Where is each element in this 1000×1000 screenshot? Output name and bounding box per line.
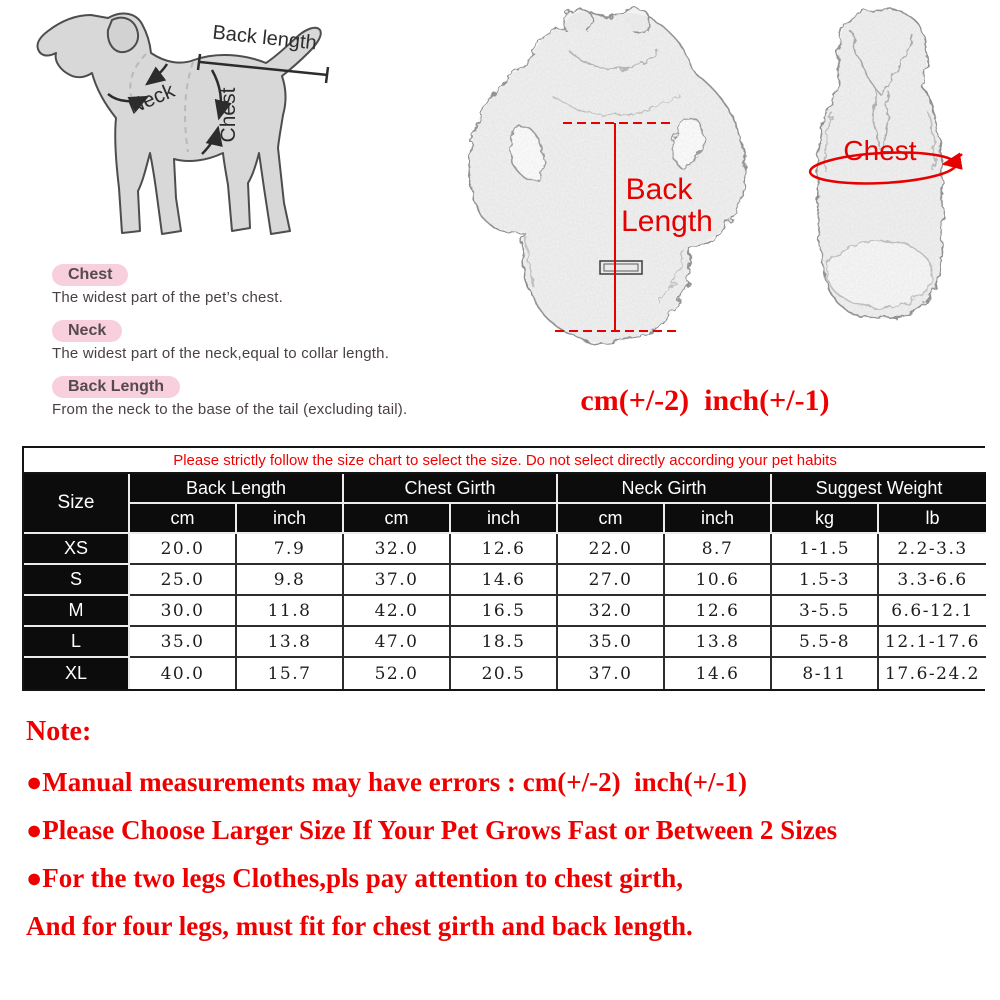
back-length-pill: Back Length — [52, 376, 180, 398]
table-cell: 16.5 — [451, 596, 558, 627]
table-row-xs — [24, 534, 986, 565]
tolerance-note: cm(+/-2) inch(+/-1) — [580, 384, 830, 417]
garment-back-view-photo — [455, 3, 755, 348]
table-cell: 20.5 — [451, 658, 558, 689]
size-cell: L — [24, 627, 130, 658]
table-cell: 1-1.5 — [772, 534, 879, 565]
table-warning: Please strictly follow the size chart to select the size. Do not select directly according your pet habits — [24, 448, 986, 474]
table-cell: 10.6 — [665, 565, 772, 596]
table-cell: 8.7 — [665, 534, 772, 565]
dog-measurement-diagram — [16, 2, 360, 260]
note-item: And for four legs, must fit for chest girth and back length. — [26, 911, 693, 941]
table-cell: 32.0 — [344, 534, 451, 565]
subheader-inch: inch — [451, 504, 558, 534]
table-cell: 14.6 — [665, 658, 772, 689]
definition-neck — [52, 320, 482, 363]
subheader-kg: kg — [772, 504, 879, 534]
size-cell: XL — [24, 658, 130, 689]
size-table — [22, 446, 985, 691]
table-cell: 2.2-3.3 — [879, 534, 986, 565]
photo-back-label-line2: Length — [621, 205, 713, 238]
subheader-cm: cm — [130, 504, 237, 534]
table-cell: 20.0 — [130, 534, 237, 565]
photo-back-label-line1: Back — [625, 173, 693, 206]
table-cell: 5.5-8 — [772, 627, 879, 658]
brand-tag — [600, 261, 642, 274]
table-cell: 27.0 — [558, 565, 665, 596]
table-cell: 37.0 — [558, 658, 665, 689]
table-cell: 12.1-17.6 — [879, 627, 986, 658]
notes-title: Note: — [26, 716, 92, 747]
table-cell: 18.5 — [451, 627, 558, 658]
table-cell: 1.5-3 — [772, 565, 879, 596]
dog-ear — [108, 18, 138, 52]
table-cell: 8-11 — [772, 658, 879, 689]
note-item: ●Manual measurements may have errors : cm(+/-2) inch(+/-1) — [26, 767, 747, 797]
table-cell: 3.3-6.6 — [879, 565, 986, 596]
subheader-lb: lb — [879, 504, 986, 534]
note-item: ●Please Choose Larger Size If Your Pet Grows Fast or Between 2 Sizes — [26, 815, 838, 845]
table-row-l — [24, 627, 986, 658]
size-cell: M — [24, 596, 130, 627]
definition-chest — [52, 264, 482, 307]
col-header-size: Size — [24, 474, 130, 534]
col-group-back-length: Back Length — [130, 474, 344, 504]
table-cell: 52.0 — [344, 658, 451, 689]
table-cell: 15.7 — [237, 658, 344, 689]
note-item: ●For the two legs Clothes,pls pay attention to chest girth, — [26, 863, 684, 893]
col-group-chest-girth: Chest Girth — [344, 474, 558, 504]
table-cell: 6.6-12.1 — [879, 596, 986, 627]
table-cell: 7.9 — [237, 534, 344, 565]
table-cell: 12.6 — [665, 596, 772, 627]
neck-label: Neck — [124, 79, 178, 119]
table-cell: 30.0 — [130, 596, 237, 627]
definition-back-length — [52, 376, 482, 419]
table-cell: 3-5.5 — [772, 596, 879, 627]
subheader-inch: inch — [237, 504, 344, 534]
chest-definition-text: The widest part of the pet’s chest. — [52, 289, 284, 306]
table-cell: 9.8 — [237, 565, 344, 596]
table-cell: 17.6-24.2 — [879, 658, 986, 689]
garment-front-view-photo — [792, 2, 967, 327]
chest-label: Chest — [217, 87, 240, 143]
col-group-neck-girth: Neck Girth — [558, 474, 772, 504]
table-cell: 47.0 — [344, 627, 451, 658]
table-cell: 11.8 — [237, 596, 344, 627]
photo-chest-label: Chest — [843, 135, 917, 166]
size-cell: XS — [24, 534, 130, 565]
table-row-m — [24, 596, 986, 627]
subheader-cm: cm — [344, 504, 451, 534]
table-cell: 37.0 — [344, 565, 451, 596]
table-cell: 13.8 — [237, 627, 344, 658]
back-length-definition-text: From the neck to the base of the tail (excluding tail). — [52, 401, 408, 418]
size-cell: S — [24, 565, 130, 596]
neck-pill: Neck — [52, 320, 122, 342]
table-cell: 35.0 — [558, 627, 665, 658]
table-cell: 22.0 — [558, 534, 665, 565]
table-cell: 12.6 — [451, 534, 558, 565]
back-length-label: Back length — [211, 21, 318, 55]
table-row-s — [24, 565, 986, 596]
measurement-definitions — [52, 264, 482, 432]
table-row-xl — [24, 658, 986, 689]
table-cell: 13.8 — [665, 627, 772, 658]
chest-pill: Chest — [52, 264, 128, 286]
subheader-inch: inch — [665, 504, 772, 534]
table-cell: 25.0 — [130, 565, 237, 596]
table-cell: 40.0 — [130, 658, 237, 689]
table-cell: 14.6 — [451, 565, 558, 596]
col-group-suggest-weight: Suggest Weight — [772, 474, 986, 504]
neck-definition-text: The widest part of the neck,equal to collar length. — [52, 345, 390, 362]
subheader-cm: cm — [558, 504, 665, 534]
table-cell: 42.0 — [344, 596, 451, 627]
table-cell: 32.0 — [558, 596, 665, 627]
table-cell: 35.0 — [130, 627, 237, 658]
notes-section — [26, 716, 976, 959]
